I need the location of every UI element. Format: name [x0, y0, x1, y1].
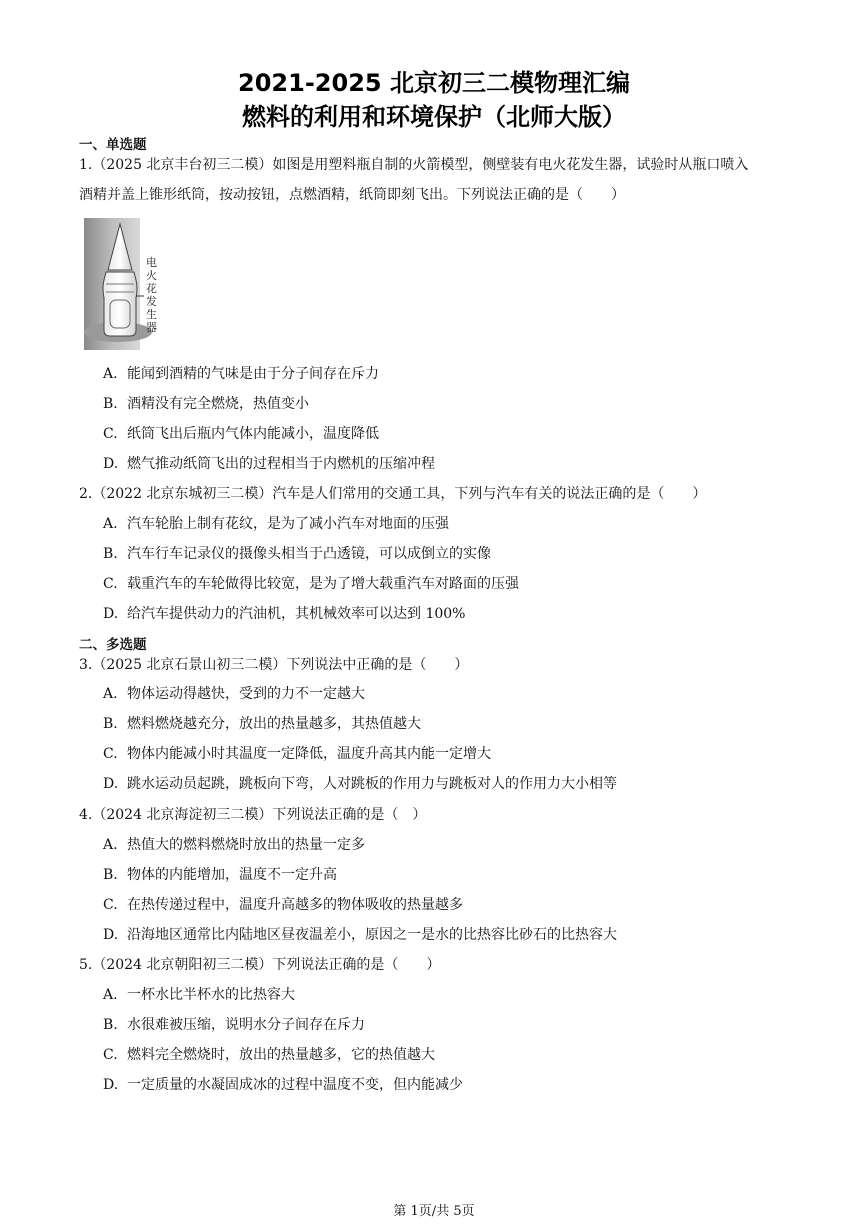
section-heading-single-choice: 一、单选题: [79, 137, 147, 153]
option-text: 燃料完全燃烧时，放出的热量越多，它的热值越大: [127, 1047, 435, 1063]
option-text: 物体运动得越快，受到的力不一定越大: [127, 686, 365, 702]
option-label: D.: [103, 776, 119, 792]
option-text: 物体内能减小时其温度一定降低，温度升高其内能一定增大: [127, 746, 491, 762]
option-label: A.: [103, 987, 118, 1003]
option-text: 在热传递过程中，温度升高越多的物体吸收的热量越多: [127, 897, 463, 913]
question-5-option-d: [103, 1076, 463, 1094]
option-text: 跳水运动员起跳，跳板向下弯，人对跳板的作用力与跳板对人的作用力大小相等: [127, 776, 617, 792]
document-title-line-1: 2021-2025 北京初三二模物理汇编: [238, 69, 630, 97]
option-label: C.: [103, 426, 118, 442]
option-text: 水很难被压缩，说明水分子间存在斥力: [127, 1017, 365, 1033]
question-2-option-a: [103, 515, 449, 533]
figure-label-char: 器: [146, 321, 157, 334]
figure-label-char: 发: [146, 295, 157, 308]
option-label: B.: [103, 546, 118, 562]
question-5-option-b: [103, 1016, 365, 1034]
question-4-option-c: [103, 896, 463, 914]
question-4-option-d: [103, 926, 617, 944]
option-text: 酒精没有完全燃烧，热值变小: [127, 396, 309, 412]
question-3-option-c: [103, 745, 491, 763]
option-text: 给汽车提供动力的汽油机，其机械效率可以达到 100%: [127, 606, 466, 622]
option-text: 热值大的燃料燃烧时放出的热量一定多: [127, 837, 365, 853]
option-label: C.: [103, 576, 118, 592]
option-label: D.: [103, 456, 119, 472]
option-label: A.: [103, 686, 118, 702]
option-text: 一定质量的水凝固成冰的过程中温度不变，但内能减少: [127, 1077, 463, 1093]
question-2-option-c: [103, 575, 519, 593]
option-label: D.: [103, 1077, 119, 1093]
question-3-option-b: [103, 715, 421, 733]
question-3-stem: 3.（2025 北京石景山初三二模）下列说法中正确的是（ ）: [79, 657, 469, 673]
option-label: C.: [103, 746, 118, 762]
option-text: 能闻到酒精的气味是由于分子间存在斥力: [127, 366, 379, 382]
option-text: 一杯水比半杯水的比热容大: [127, 987, 295, 1003]
option-label: B.: [103, 716, 118, 732]
option-text: 汽车轮胎上制有花纹，是为了减小汽车对地面的压强: [127, 516, 449, 532]
option-label: B.: [103, 867, 118, 883]
question-1-option-d: [103, 455, 435, 473]
question-2-option-d: [103, 605, 465, 623]
option-label: D.: [103, 927, 119, 943]
document-title-line-2: 燃料的利用和环境保护（北师大版）: [242, 103, 626, 131]
question-5-option-a: [103, 986, 295, 1004]
question-2-stem: 2.（2022 北京东城初三二模）汽车是人们常用的交通工具，下列与汽车有关的说法正确的是（ ）: [79, 486, 707, 502]
option-text: 物体的内能增加，温度不一定升高: [127, 867, 337, 883]
option-label: D.: [103, 606, 119, 622]
rocket-model-figure: [84, 218, 164, 350]
section-heading-multiple-choice: 二、多选题: [79, 637, 147, 653]
question-3-option-d: [103, 775, 617, 793]
question-2-option-b: [103, 545, 491, 563]
option-text: 燃料燃烧越充分，放出的热量越多，其热值越大: [127, 716, 421, 732]
option-text: 载重汽车的车轮做得比较宽，是为了增大载重汽车对路面的压强: [127, 576, 519, 592]
question-1-option-a: [103, 365, 379, 383]
option-label: A.: [103, 516, 118, 532]
figure-label-char: 火: [146, 269, 157, 282]
question-4-option-b: [103, 866, 337, 884]
rocket-bottle-illustration: [84, 218, 164, 350]
question-5-stem: 5.（2024 北京朝阳初三二模）下列说法正确的是（ ）: [79, 957, 441, 973]
question-4-stem: 4.（2024 北京海淀初三二模）下列说法正确的是（ ）: [79, 807, 427, 823]
option-text: 沿海地区通常比内陆地区昼夜温差小，原因之一是水的比热容比砂石的比热容大: [127, 927, 617, 943]
option-label: B.: [103, 396, 118, 412]
option-label: C.: [103, 1047, 118, 1063]
option-label: B.: [103, 1017, 118, 1033]
figure-label-char: 花: [146, 282, 157, 295]
option-text: 燃气推动纸筒飞出的过程相当于内燃机的压缩冲程: [127, 456, 435, 472]
figure-label-char: 电: [146, 256, 157, 269]
question-5-option-c: [103, 1046, 435, 1064]
option-text: 汽车行车记录仪的摄像头相当于凸透镜，可以成倒立的实像: [127, 546, 491, 562]
page-number-footer: 第 1页/共 5页: [393, 1204, 475, 1219]
option-text: 纸筒飞出后瓶内气体内能减小，温度降低: [127, 426, 379, 442]
figure-label-char: 生: [146, 308, 157, 321]
question-1-option-c: [103, 425, 379, 443]
question-4-option-a: [103, 836, 365, 854]
question-1-stem-line-2: 酒精并盖上锥形纸筒，按动按钮，点燃酒精，纸筒即刻飞出。下列说法正确的是（ ）: [79, 187, 625, 203]
option-label: C.: [103, 897, 118, 913]
option-label: A.: [103, 837, 118, 853]
option-label: A.: [103, 366, 118, 382]
question-1-option-b: [103, 395, 309, 413]
question-1-stem-line-1: 1.（2025 北京丰台初三二模）如图是用塑料瓶自制的火箭模型，侧壁装有电火花发生器，试验时从瓶口喷入: [79, 157, 749, 173]
question-3-option-a: [103, 685, 365, 703]
